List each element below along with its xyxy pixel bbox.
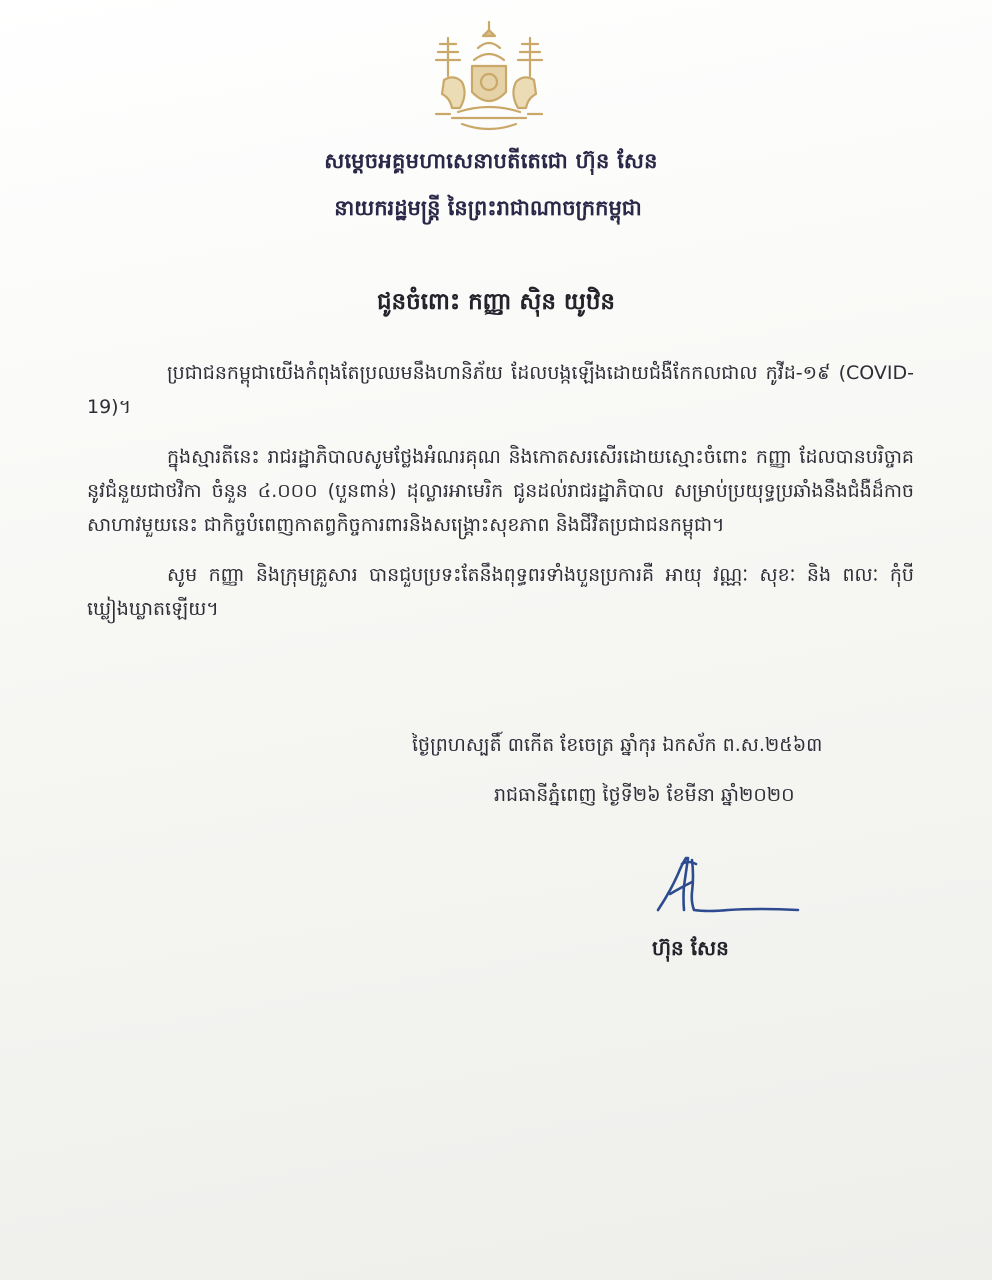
letter-body bbox=[87, 356, 914, 642]
sender-title: សម្តេចអគ្គមហាសេនាបតីតេជោ ហ៊ុន សែន bbox=[324, 149, 658, 173]
paragraph-1: ប្រជាជនកម្ពុជាយើងកំពុងតែប្រឈមនឹងហានិភ័យ ដែលបង្កឡើងដោយជំងឺកែកលជាល កូវីដ-១៩ (COVID-19)។ bbox=[87, 362, 914, 418]
lunar-date: ថ្ងៃព្រហស្បតិ៍ ៣កើត ខែចេត្រ ឆ្នាំកុរ ឯកស័ក ព.ស.២៥៦៣ bbox=[412, 734, 823, 756]
letterhead bbox=[0, 148, 992, 226]
paragraph-2: ក្នុងស្មារតីនេះ រាជរដ្ឋាភិបាលសូមថ្លែងអំណរគុណ និងកោតសរសើរដោយស្មោះចំពោះ កញ្ញា ដែលបានបរិច្ចាគនូវជំនួយជាថវិកា ចំនួន ៤.០០០ (បួនពាន់) ដុល្លារអាមេរិក ជូនដល់រាជរដ្ឋាភិបាល សម្រាប់ប្រយុទ្ធប្រឆាំងនឹងជំងឺដ៏កាចសាហាវមួយនេះ ជាកិច្ចបំពេញកាតព្វកិច្ចការពារនិងសង្គ្រោះសុខភាព និងជីវិតប្រជាជនកម្ពុជា។ bbox=[87, 446, 914, 536]
royal-coat-of-arms-icon bbox=[428, 18, 550, 136]
recipient-line: ជូនចំពោះ កញ្ញា ស៊ិន យូឋិន bbox=[376, 289, 616, 315]
handwritten-signature bbox=[648, 852, 808, 922]
solar-date: រាជធានីភ្នំពេញ ថ្ងៃទី២៦ ខែមីនា ឆ្នាំ២០២០ bbox=[494, 784, 795, 806]
sender-position: នាយករដ្ឋមន្ត្រី នៃព្រះរាជាណាចក្រកម្ពុជា bbox=[334, 196, 642, 220]
signer-name: ហ៊ុន សែន bbox=[652, 936, 729, 960]
paragraph-3: សូម កញ្ញា និងក្រុមគ្រួសារ បានជួបប្រទះតែនឹងពុទ្ធពរទាំងបួនប្រការគឺ អាយុ វណ្ណៈ សុខៈ និង ពលៈ កុំបីឃ្លៀងឃ្លាតឡើយ។ bbox=[87, 564, 914, 620]
